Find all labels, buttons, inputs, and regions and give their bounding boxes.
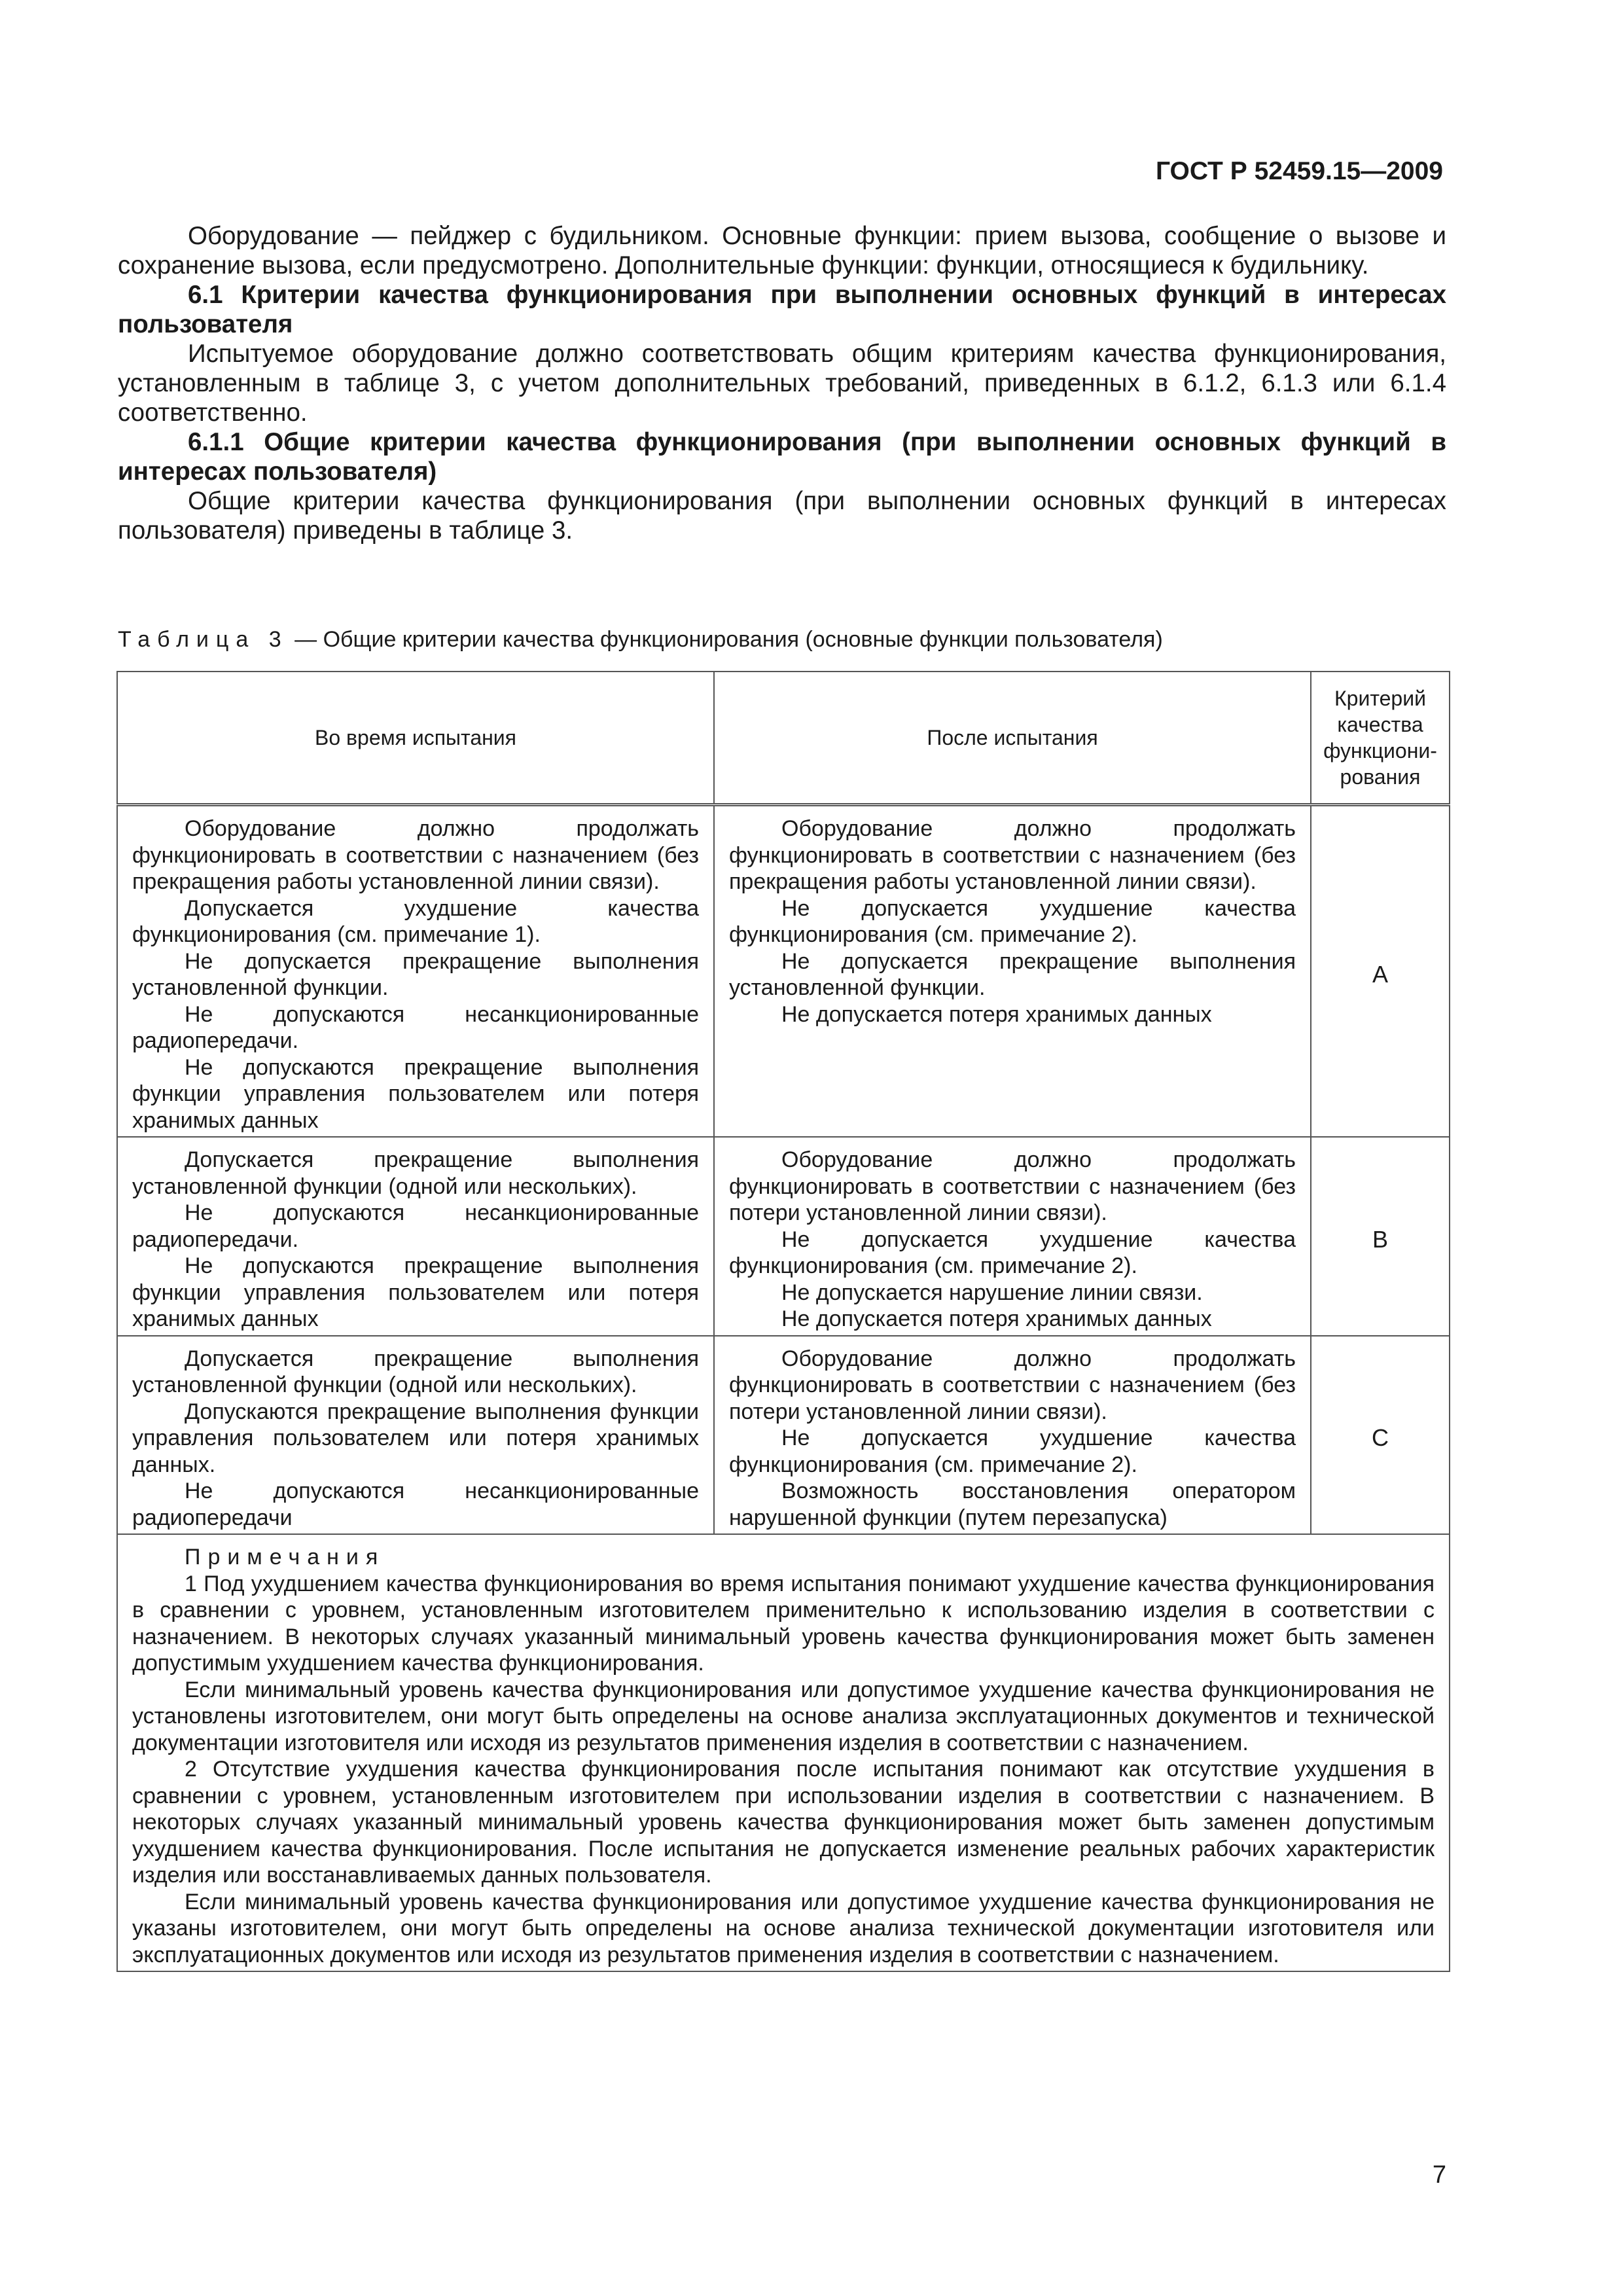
note-paragraph: 1 Под ухудшением качества функционирования во время испытания понимают ухудшение качества функционирования в сравнении с уровнем, установленным изготовителем применительно к использованию изделия в соответствии с назначением. В некоторых случаях указанный минимальный уровень качества функционирования может быть заменен допустимым ухудшением качества функционирования. <box>132 1571 1435 1676</box>
column-header-after: После испытания <box>714 672 1311 805</box>
section-paragraph: Испытуемое оборудование должно соответствовать общим критериям качества функционирования, установленным в таблице 3, с учетом дополнительных требований, приведенных в 6.1.2, 6.1.3 или 6.1.4 соответственно. <box>118 340 1446 427</box>
after-test-cell <box>714 1137 1311 1336</box>
note-paragraph: Если минимальный уровень качества функционирования или допустимое ухудшение качества функционирования не установлены изготовителем, они могут быть определены на основе анализа эксплуатационных документов и технической документации изготовителя или исходя из результатов применения изделия в соответствии с назначением. <box>132 1677 1435 1755</box>
table-row <box>117 1336 1450 1535</box>
page-number: 7 <box>1432 2161 1446 2189</box>
cell-paragraph: Оборудование должно продолжать функционировать в соответствии с назначением (без потери установленной линии связи). <box>729 1147 1296 1225</box>
notes-cell <box>117 1534 1450 1971</box>
cell-paragraph: Возможность восстановления оператором нарушенной функции (путем перезапуска) <box>729 1479 1296 1530</box>
cell-paragraph: Не допускаются несанкционированные радиопередачи <box>132 1479 699 1530</box>
table-caption-text: — Общие критерии качества функционирования (основные функции пользователя) <box>294 627 1163 652</box>
notes-title <box>132 1544 1435 1571</box>
cell-paragraph: Не допускается ухудшение качества функционирования (см. примечание 2). <box>729 895 1296 947</box>
cell-paragraph: Не допускаются несанкционированные радиопередачи. <box>132 1200 699 1252</box>
table-header-row <box>117 672 1450 805</box>
cell-paragraph: Не допускается ухудшение качества функционирования (см. примечание 2). <box>729 1227 1296 1278</box>
table-caption <box>118 626 1163 653</box>
criteria-table <box>116 671 1450 1972</box>
cell-paragraph: Допускается прекращение выполнения установленной функции (одной или нескольких). <box>132 1346 699 1397</box>
cell-paragraph: Не допускаются прекращение выполнения функции управления пользователем или потеря хранимых данных <box>132 1253 699 1331</box>
cell-paragraph: Допускаются прекращение выполнения функции управления пользователем или потеря хранимых данных. <box>132 1399 699 1477</box>
cell-paragraph: Оборудование должно продолжать функционировать в соответствии с назначением (без прекращения работы установленной линии связи). <box>729 816 1296 894</box>
cell-paragraph: Не допускается нарушение линии связи. <box>781 1280 1203 1305</box>
column-header-during: Во время испытания <box>117 672 714 805</box>
section-heading-6-1-1: 6.1.1 Общие критерии качества функционирования (при выполнении основных функций в интересах пользователя) <box>118 428 1446 486</box>
criterion-cell: А <box>1311 805 1450 1138</box>
notes-title-text: Примечания <box>185 1545 385 1570</box>
criterion-cell: С <box>1311 1336 1450 1535</box>
after-test-cell <box>714 805 1311 1138</box>
cell-paragraph: Не допускается прекращение выполнения установленной функции. <box>729 948 1296 1000</box>
cell-paragraph: Оборудование должно продолжать функционировать в соответствии с назначением (без потери установленной линии связи). <box>729 1346 1296 1424</box>
during-test-cell <box>117 1137 714 1336</box>
table-caption-label: Таблица 3 <box>118 627 289 652</box>
criterion-cell: В <box>1311 1137 1450 1336</box>
body-text <box>118 221 1446 545</box>
cell-paragraph: Не допускаются несанкционированные радиопередачи. <box>132 1001 699 1053</box>
cell-paragraph: Не допускается потеря хранимых данных <box>781 1306 1212 1331</box>
section-heading-6-1: 6.1 Критерии качества функционирования при выполнении основных функций в интересах пользователя <box>118 281 1446 338</box>
cell-paragraph: Допускается ухудшение качества функционирования (см. примечание 1). <box>132 895 699 947</box>
cell-paragraph: Оборудование должно продолжать функционировать в соответствии с назначением (без прекращения работы установленной линии связи). <box>132 816 699 894</box>
table-row <box>117 805 1450 1138</box>
table-row <box>117 1137 1450 1336</box>
note-paragraph: 2 Отсутствие ухудшения качества функционирования после испытания понимают как отсутствие ухудшения в сравнении с уровнем, установленным изготовителем при использовании изделия в соответствии с назначением. В некоторых случаях указанный минимальный уровень качества функционирования может быть заменен допустимым ухудшением качества функционирования. После испытания не допускается изменение реальных рабочих характеристик изделия или восстанавливаемых данных пользователя. <box>132 1757 1435 1888</box>
cell-paragraph: Не допускаются прекращение выполнения функции управления пользователем или потеря хранимых данных <box>132 1054 699 1133</box>
during-test-cell <box>117 805 714 1138</box>
cell-paragraph: Не допускается прекращение выполнения установленной функции. <box>132 948 699 1000</box>
intro-paragraph: Оборудование — пейджер с будильником. Основные функции: прием вызова, сообщение о вызове и сохранение вызова, если предусмотрено. Дополнительные функции: функции, относящиеся к будильнику. <box>118 222 1446 279</box>
cell-paragraph: Допускается прекращение выполнения установленной функции (одной или нескольких). <box>132 1147 699 1199</box>
section-paragraph: Общие критерии качества функционирования (при выполнении основных функций в интересах пользователя) приведены в таблице 3. <box>118 487 1446 545</box>
column-header-criterion: Критерий качества функциони-рования <box>1311 672 1450 805</box>
notes-row <box>117 1534 1450 1971</box>
during-test-cell <box>117 1336 714 1535</box>
cell-paragraph: Не допускается потеря хранимых данных <box>781 1001 1212 1027</box>
cell-paragraph: Не допускается ухудшение качества функционирования (см. примечание 2). <box>729 1426 1296 1477</box>
note-paragraph: Если минимальный уровень качества функционирования или допустимое ухудшение качества функционирования не указаны изготовителем, они могут быть определены на основе анализа технической документации изготовителя или эксплуатационных документов или исходя из результатов применения изделия в соответствии с назначением. <box>132 1889 1435 1967</box>
after-test-cell <box>714 1336 1311 1535</box>
document-id-header: ГОСТ Р 52459.15—2009 <box>1155 157 1443 185</box>
